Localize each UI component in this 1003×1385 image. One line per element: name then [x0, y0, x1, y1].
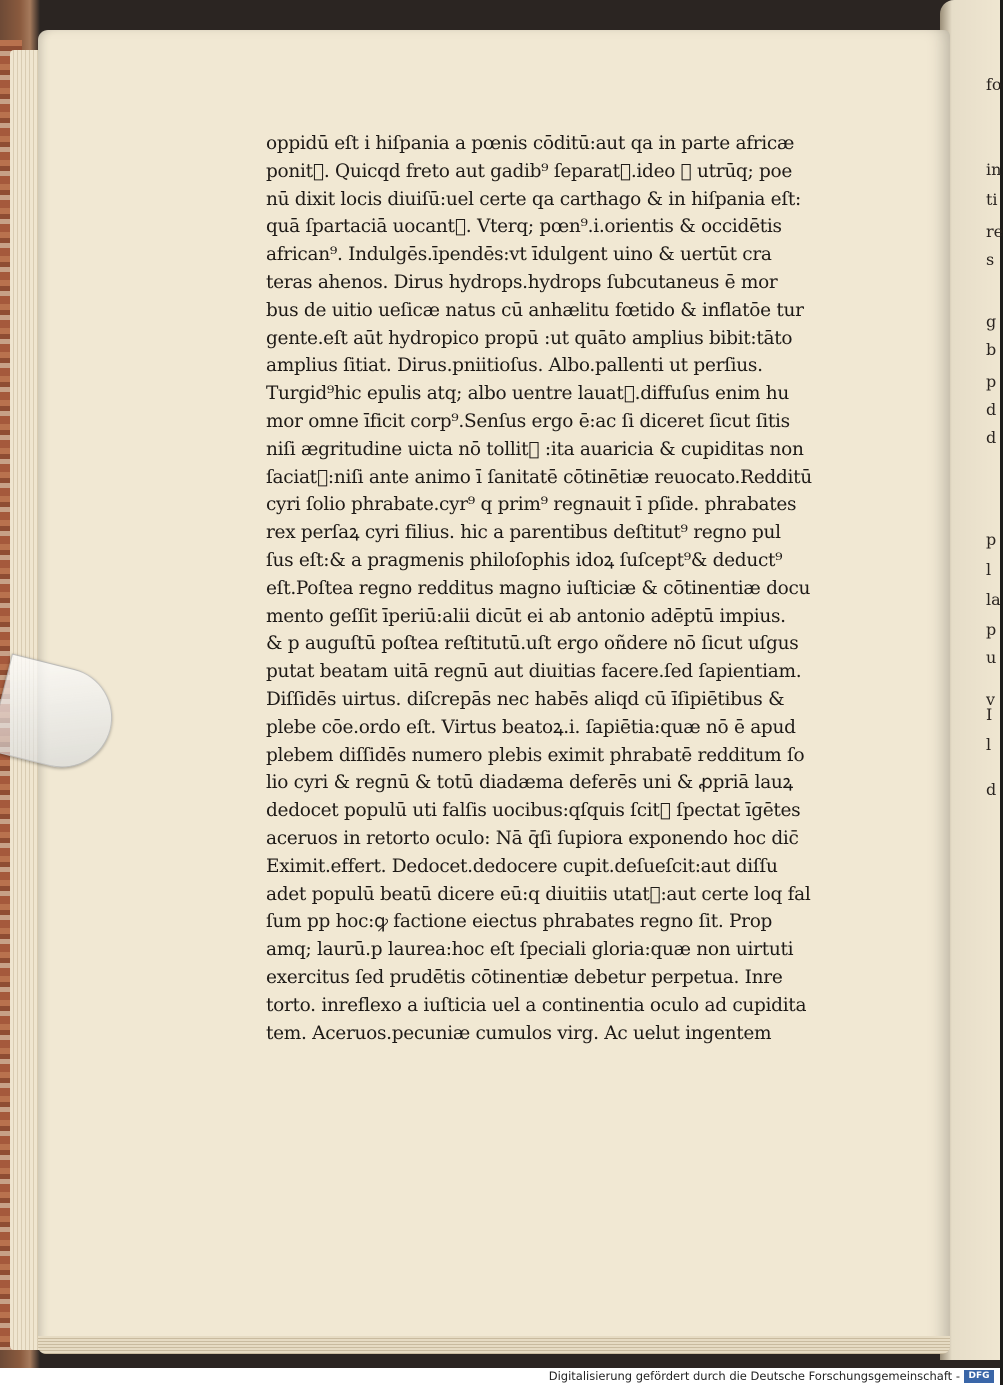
text-line: quā ſpartaciā uocant᷑. Vterq; pœn⁹.i.orientis & occidētis [266, 216, 782, 238]
text-line: nū dixit locis diuiſū:uel certe qa carthago & in hiſpania eſt: [266, 188, 801, 210]
text-line: Eximit.effert. Dedocet.dedocere cupit.deſueſcit:aut diſſu [266, 855, 778, 877]
text-line: plebem diſſidēs numero plebis eximit phrabatē redditum ſo [266, 744, 805, 766]
text-line: putat beatam uitā regnū aut diuitias facere.ſed ſapientiam. [266, 661, 802, 683]
text-line: dedocet populū uti falſis uocibus:qſquis ſcit᷑ ſpectat īgētes [266, 800, 801, 822]
facing-page-fragment: d [986, 428, 997, 447]
text-line: niſi ægritudine uicta nō tollit᷑ :ita auaricia & cupiditas non [266, 438, 804, 460]
text-line: Turgid⁹hic epulis atq; albo uentre lauat᷑.diffuſus enim hu [266, 383, 789, 405]
text-line: teras ahenos. Dirus hydrops.hydrops ſubcutaneus ē mor [266, 271, 778, 293]
text-line: exercitus ſed prudētis cōtinentiæ debetur perpetua. Inre [266, 966, 783, 988]
text-line: mento geſſit īperiū:alii dicūt ei ab antonio adēptū impius. [266, 605, 786, 627]
facing-page-fragment: fo [986, 75, 1002, 94]
facing-page-fragment: l [986, 735, 992, 754]
facing-page-fragment: p [986, 530, 997, 549]
facing-page-fragment: b [986, 340, 997, 359]
facing-page-fragment: d [986, 400, 997, 419]
facing-page-fragment: re [986, 222, 1003, 241]
facing-page-fragment: v [986, 690, 996, 709]
facing-page-fragment: p [986, 620, 997, 639]
text-line: ſum pp hoc:ꝙ factione eiectus phrabates regno ſit. Prop [266, 911, 773, 933]
text-line: tem. Aceruos.pecuniæ cumulos virg. Ac uelut ingentem [266, 1022, 772, 1044]
text-line: ſus eſt:& a pragmenis philoſophis idoꝝ ſuſcept⁹& deduct⁹ [266, 549, 783, 571]
text-line: african⁹. Indulgēs.īpendēs:vt īdulgent uino & uertūt cra [266, 244, 772, 266]
facing-page-fragment: d [986, 780, 997, 799]
text-line: mor omne īficit corp⁹.Senſus ergo ē:ac ſi diceret ſicut ſitis [266, 410, 790, 432]
facing-page-fragment: p [986, 372, 997, 391]
text-line: adet populū beatū dicere eū:q diuitiis utat᷑:aut certe loq fal [266, 883, 811, 905]
text-line: amq; laurū.p laurea:hoc eſt ſpeciali gloria:quæ non uirtuti [266, 939, 794, 961]
facing-page-fragment: la [986, 590, 1001, 609]
body-text [266, 130, 826, 1047]
text-line: plebe cōe.ordo eſt. Virtus beatoꝝ.i. ſapiētia:quæ nō ē apud [266, 716, 796, 738]
text-line: Diſſidēs uirtus. diſcrepās nec habēs aliqd cū īſipiētibus & [266, 688, 785, 710]
facing-page-fragment: g [986, 312, 997, 331]
text-line: amplius ſitiat. Dirus.pniitioſus. Albo.pallenti ut perſius. [266, 355, 763, 377]
text-line: lio cyri & regnū & totū diadæma deferēs uni & ꝓpriā lauꝝ [266, 772, 793, 794]
text-line: gente.eſt aūt hydropico propū :ut quāto amplius bibit:tāto [266, 327, 793, 349]
text-line: ſaciat᷑:niſi ante animo ī ſanitatē cōtinētiæ reuocato.Redditū [266, 466, 812, 488]
dfg-logo: DFG [964, 1370, 994, 1383]
text-line: & p auguſtū poſtea reſtitutū.uſt ergo oñdere nō ſicut uſgus [266, 633, 799, 655]
text-line: eſt.Poſtea regno redditus magno iuſticiæ & cōtinentiæ docu [266, 577, 811, 599]
facing-page-fragment: s [986, 250, 995, 269]
text-line: cyri ſolio phrabate.cyr⁹ q prim⁹ regnauit ī pſide. phrabates [266, 494, 797, 516]
footer-credit: Digitalisierung gefördert durch die Deutsche Forschungsgemeinschaft - [548, 1369, 960, 1383]
facing-page-fragment: ti [986, 190, 998, 209]
text-line: bus de uitio ueſicæ natus cū anhælitu fœtido & inflatōe tur [266, 299, 804, 321]
footer-bar [0, 1368, 1000, 1385]
text-line: rex perſaꝝ cyri filius. hic a parentibus deſtitut⁹ regno pul [266, 522, 781, 544]
text-line: ponit᷑. Quicqd freto aut gadib⁹ ſeparat᷑.ideo ꝙ utrūq; poe [266, 160, 793, 182]
text-line: oppidū eſt i hiſpania a pœnis cōditū:aut qa in parte africæ [266, 133, 795, 154]
facing-page-fragment: u [986, 648, 997, 667]
facing-page-fragment: in [986, 160, 1002, 179]
text-line: aceruos in retorto oculo: Nā q̄ſi ſupiora exponendo hoc dic̄ [266, 827, 799, 849]
facing-page-fragment: I [986, 705, 993, 724]
text-line: torto. inreflexo a iuſticia uel a continentia oculo ad cupidita [266, 994, 807, 1016]
page-bottom-edge [38, 1336, 950, 1354]
facing-page-fragment: l [986, 560, 992, 579]
